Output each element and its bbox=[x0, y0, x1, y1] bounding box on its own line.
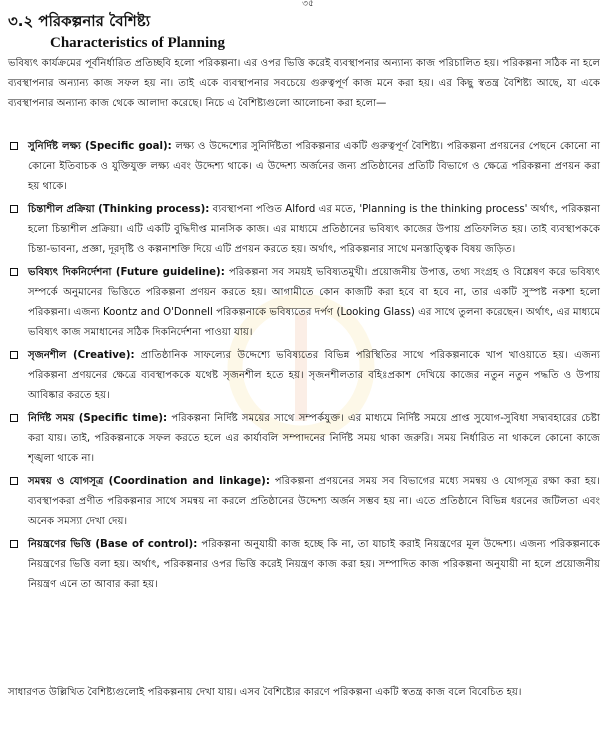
list-item bbox=[8, 200, 600, 260]
item-text bbox=[28, 263, 600, 343]
item-title: ভবিষ্যৎ দিকনির্দেশনা (Future guideline): bbox=[28, 267, 225, 278]
item-text bbox=[28, 535, 600, 595]
item-title: চিন্তাশীল প্রক্রিয়া (Thinking process): bbox=[28, 204, 210, 215]
checkbox-bullet-icon bbox=[10, 268, 18, 276]
item-text bbox=[28, 137, 600, 197]
checkbox-bullet-icon bbox=[10, 414, 18, 422]
checkbox-bullet-icon bbox=[10, 205, 18, 213]
checkbox-bullet-icon bbox=[10, 477, 18, 485]
page-number: ৩৫ bbox=[302, 0, 314, 9]
list-item bbox=[8, 472, 600, 532]
item-body: পরিকল্পনা সব সময়ই ভবিষ্যতমুখী। প্রয়োজনীয় উপাত্ত, তথ্য সংগ্রহ ও বিশ্লেষণ করে ভবিষ্যৎ সম্পর্কে অনুমানের ভিত্তিতে পরিকল্পনা প্রণয়ন করতে হয়। আগামীতে কোন কাজটি করা হবে বা হবে না, তার একটি সুস্পষ্ট নকশা হলো পরিকল্পনা। এজন্য Koontz and O'Donnell পরিকল্পনাকে ভবিষ্যতের দর্পণ (Looking Glass) এর সাথে তুলনা করেছেন। অর্থাৎ, এর মাধ্যমে ভবিষ্যৎ কাজ সমাধানের সঠিক দিকনির্দেশনা পাওয়া যায়। bbox=[28, 267, 601, 338]
item-title: সুনির্দিষ্ট লক্ষ্য (Specific goal): bbox=[28, 141, 172, 152]
item-title: নির্দিষ্ট সময় (Specific time): bbox=[28, 413, 168, 424]
item-body: পরিকল্পনা অনুযায়ী কাজ হচ্ছে কি না, তা যাচাই করাই নিয়ন্ত্রণের মূল উদ্দেশ্য। এজন্য পরিকল্পনাকে নিয়ন্ত্রণের ভিত্তি বলা হয়। অর্থাৎ, পরিকল্পনার ওপর ভিত্তি করেই নিয়ন্ত্রণ কাজ করা হয়। সম্পাদিত কাজ পরিকল্পনা অনুযায়ী না হলে প্রয়োজনীয় নিয়ন্ত্রণ এনে তা আবার করা হয়। bbox=[28, 539, 600, 590]
list-item bbox=[8, 346, 600, 406]
conclusion-paragraph: সাধারণত উল্লিখিত বৈশিষ্ট্যগুলোই পরিকল্পনায় দেখা যায়। এসব বৈশিষ্ট্যের কারণে পরিকল্পনা একটি স্বতন্ত্র কাজ বলে বিবেচিত হয়। bbox=[8, 687, 522, 698]
list-item bbox=[8, 409, 600, 469]
intro-paragraph: ভবিষ্যৎ কার্যক্রমের পূর্বনির্ধারিত প্রতিচ্ছবি হলো পরিকল্পনা। এর ওপর ভিত্তি করেই ব্যবস্থাপনার অন্যান্য কাজ পরিচালিত হয়। পরিকল্পনা সঠিক না হলে ব্যবস্থাপনার অন্যান্য কাজ সফল হয় না। তাই একে ব্যবস্থাপনার সবচেয়ে গুরুত্বপূর্ণ কাজ মনে করা হয়। এর কিছু স্বতন্ত্র বৈশিষ্ট্য আছে, যা একে ব্যবস্থাপনার অন্যান্য কাজ থেকে আলাদা করেছে। নিচে এ বৈশিষ্ট্যগুলো আলোচনা করা হলো— bbox=[8, 58, 600, 109]
checkbox-bullet-icon bbox=[10, 540, 18, 548]
item-text bbox=[28, 409, 600, 469]
checkbox-bullet-icon bbox=[10, 351, 18, 359]
list-item bbox=[8, 137, 600, 197]
section-title: ৩.২ পরিকল্পনার বৈশিষ্ট্য bbox=[8, 12, 151, 30]
item-text bbox=[28, 346, 600, 406]
item-title: নিয়ন্ত্রণের ভিত্তি (Base of control): bbox=[28, 539, 198, 550]
item-body: পরিকল্পনা নির্দিষ্ট সময়ের সাথে সম্পর্কযুক্ত। এর মাধ্যমে নির্দিষ্ট সময়ে প্রাপ্ত সুযোগ-সুবিধা সদ্ব্যবহারের চেষ্টা করা যায়। তাই, পরিকল্পনাকে সফল করতে হলে এর কার্যাবলি সম্পাদনের নির্দিষ্ট সময় থাকা জরুরি। সময় নির্ধারিত না থাকলে কোনো কাজে শৃঙ্খলা থাকে না। bbox=[28, 413, 600, 464]
item-body: লক্ষ্য ও উদ্দেশ্যের সুনির্দিষ্টতা পরিকল্পনার একটি গুরুত্বপূর্ণ বৈশিষ্ট্য। পরিকল্পনা প্রণয়নের পেছনে কোনো না কোনো ইতিবাচক ও যুক্তিযুক্ত লক্ষ্য এবং উদ্দেশ্য থাকে। এ উদ্দেশ্য অর্জনের জন্য প্রতিষ্ঠানের প্রতিটি বিভাগে ও ক্ষেত্রে পরিকল্পনা প্রণয়ন করা হয় থাকে। bbox=[28, 141, 601, 192]
section-subtitle: Characteristics of Planning bbox=[50, 35, 225, 51]
item-body: পরিকল্পনা প্রণয়নের সময় সব বিভাগের মধ্যে সমন্বয় ও যোগসূত্র রক্ষা করা হয়। ব্যবস্থাপকরা প্রণীত পরিকল্পনার সাথে সমন্বয় না করলে প্রতিষ্ঠানের উদ্দেশ্য অর্জন সম্ভব হয় না। এতে প্রতিষ্ঠানে বিভিন্ন ধরনের জটিলতা এবং অনেক সমস্যা দেখা দেয়। bbox=[28, 476, 600, 527]
list-item bbox=[8, 535, 600, 595]
item-body: প্রাতিষ্ঠানিক সাফল্যের উদ্দেশ্যে ভবিষ্যতের বিভিন্ন পরিস্থিতির সাথে পরিকল্পনাকে খাপ খাওয়াতে হয়। এজন্য পরিকল্পনা প্রণয়নের ক্ষেত্রে ব্যবস্থাপককে যথেষ্ট সৃজনশীল হতে হয়। সৃজনশীলতার বহিঃপ্রকাশ দেখিয়ে কাজের নতুন নতুন পদ্ধতি ও উপায় আবিষ্কার করতে হয়। bbox=[28, 350, 600, 401]
checkbox-bullet-icon bbox=[10, 142, 18, 150]
item-title: সমন্বয় ও যোগসূত্র (Coordination and linkage): bbox=[28, 476, 270, 487]
characteristics-list bbox=[8, 137, 600, 598]
item-text bbox=[28, 200, 600, 260]
item-body: ব্যবস্থাপনা পণ্ডিত Alford এর মতে, 'Planning is the thinking process' অর্থাৎ, পরিকল্পনা হলো চিন্তাশীল প্রক্রিয়া। এটি একটি বুদ্ধিদীপ্ত মানসিক কাজ। এর মাধ্যমে প্রতিষ্ঠানের ভবিষ্যৎ কাজের উপায় প্রতিফলিত হয়। তাই ব্যবস্থাপককে চিন্তা-ভাবনা, প্রজ্ঞা, দূরদৃষ্টি ও কল্পনাশক্তি দিয়ে এটি প্রণয়ন করতে হয়। অর্থাৎ, পরিকল্পনার সাথে মনস্তাত্ত্বিক বিষয় জড়িত। bbox=[28, 204, 600, 255]
item-title: সৃজনশীল (Creative): bbox=[28, 350, 135, 361]
item-text bbox=[28, 472, 600, 532]
list-item bbox=[8, 263, 600, 343]
